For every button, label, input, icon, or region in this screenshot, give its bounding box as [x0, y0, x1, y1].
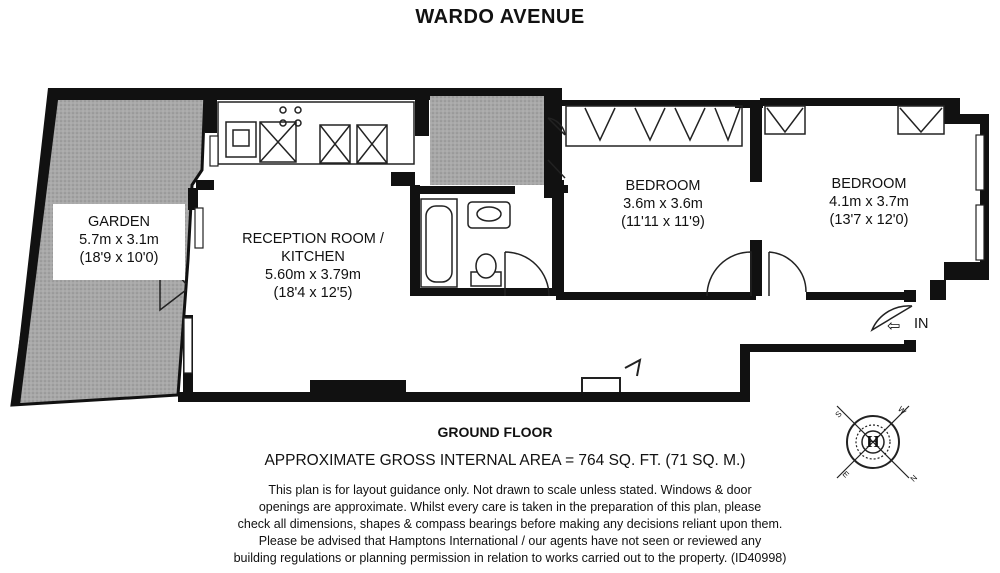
- disclaimer-line: Please be advised that Hamptons International / our agents have not seen or reviewed any: [258, 534, 762, 548]
- bedroom2-label: [809, 175, 929, 229]
- reception-name-2: KITCHEN: [281, 249, 345, 265]
- garden-metric: 5.7m x 3.1m: [79, 232, 159, 248]
- bedroom1-label: [603, 177, 723, 231]
- reception-name-1: RECEPTION ROOM /: [242, 231, 384, 247]
- compass-center: H: [866, 432, 880, 451]
- compass-e: E: [840, 469, 851, 480]
- compass-w: W: [895, 404, 908, 417]
- bathroom-fixtures: [421, 199, 510, 287]
- garden-label: [53, 213, 185, 267]
- floor-label: GROUND FLOOR: [437, 424, 553, 440]
- bedroom2-imperial: (13'7 x 12'0): [829, 212, 909, 228]
- reception-label: [228, 230, 398, 302]
- bedroom1-metric: 3.6m x 3.6m: [623, 196, 703, 212]
- storage-area: [430, 95, 546, 185]
- entrance-arrow-icon: ⇦: [887, 318, 901, 335]
- plan-title: WARDO AVENUE: [415, 6, 585, 28]
- gross-area-label: APPROXIMATE GROSS INTERNAL AREA = 764 SQ. FT. (71 SQ. M.): [264, 452, 746, 469]
- disclaimer: [230, 482, 790, 567]
- garden-name: GARDEN: [87, 214, 151, 230]
- bedroom2-name: BEDROOM: [831, 176, 907, 192]
- reception-imperial: (18'4 x 12'5): [273, 285, 353, 301]
- garden-imperial: (18'9 x 10'0): [79, 250, 159, 266]
- bedroom1-imperial: (11'11 x 11'9): [621, 214, 705, 230]
- compass-n: N: [908, 473, 920, 484]
- disclaimer-line: building regulations or planning permission in relation to works carried out to the property. (ID40998): [233, 551, 787, 565]
- bedroom1-name: BEDROOM: [625, 178, 701, 194]
- compass-s: S: [833, 409, 844, 420]
- disclaimer-line: openings are approximate. Whilst every care is taken in the preparation of this plan, please: [258, 500, 762, 514]
- entrance-label: IN: [914, 316, 929, 332]
- reception-metric: 5.60m x 3.79m: [265, 267, 361, 283]
- disclaimer-line: check all dimensions, shapes & compass bearings before making any decisions reliant upon them.: [237, 517, 783, 531]
- bedroom2-metric: 4.1m x 3.7m: [829, 194, 909, 210]
- storage-cupboard: [582, 360, 640, 392]
- kitchen-units: [218, 102, 414, 164]
- disclaimer-line: This plan is for layout guidance only. Not drawn to scale unless stated. Windows & door: [268, 483, 752, 497]
